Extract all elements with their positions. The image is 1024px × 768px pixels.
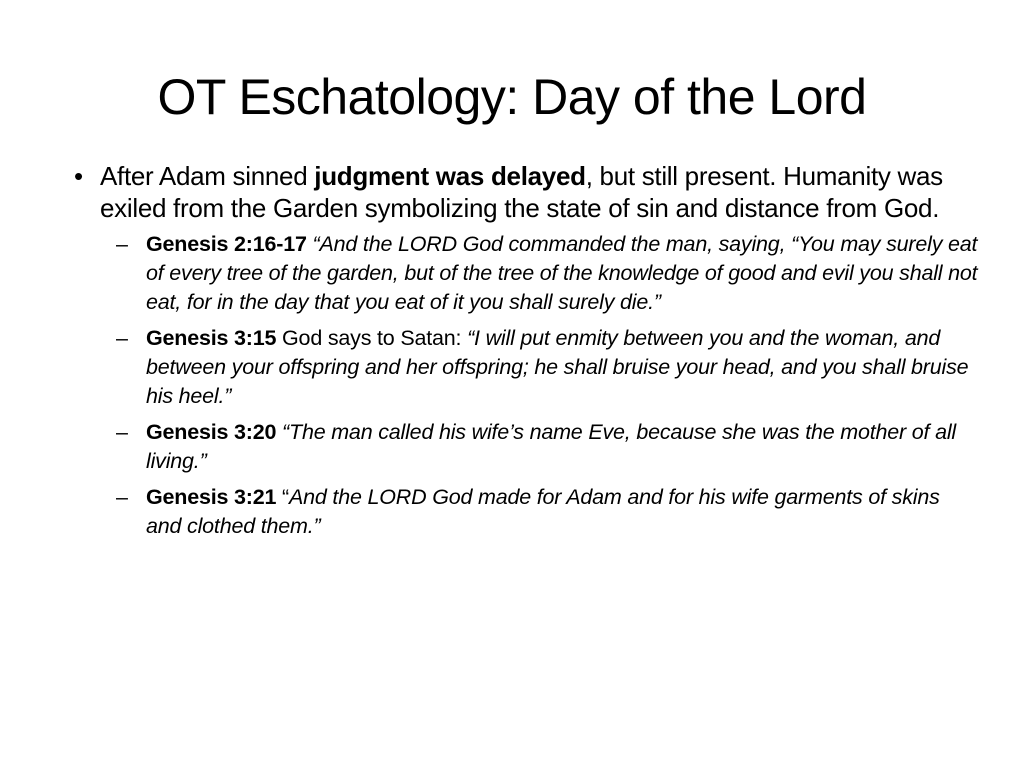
scripture-reference: Genesis 3:21: [146, 485, 277, 509]
dash-marker: –: [116, 326, 128, 350]
bullet-text-after: , but still present. Humanity was exiled from the Garden symbolizing the state of sin and distance from God.: [100, 161, 943, 223]
scripture-quote: And the LORD God made for Adam and for his wife garments of skins and clothed them.”: [146, 485, 940, 538]
bullet-marker: •: [74, 161, 83, 191]
scripture-plain-text: “: [276, 485, 289, 509]
scripture-plain-text: God says to Satan:: [276, 326, 468, 350]
scripture-item-genesis-2-16: [116, 230, 980, 317]
scripture-quote: “I will put enmity between you and the woman, and between your offspring and her offspring; he shall bruise your head, and you shall bruise his heel.”: [146, 326, 969, 408]
bullet-text-before: After Adam sinned: [100, 161, 315, 191]
scripture-quote: “And the LORD God commanded the man, saying, “You may surely eat of every tree of the garden, but of the tree of the knowledge of good and evil you shall not eat, for in the day that you eat of it you shall surely die.”: [146, 232, 978, 314]
scripture-list: [116, 230, 980, 541]
scripture-reference: Genesis 2:16-17: [146, 232, 307, 256]
dash-marker: –: [116, 232, 128, 256]
main-bullet: [70, 160, 980, 224]
scripture-reference: Genesis 3:20: [146, 420, 277, 444]
slide-title: OT Eschatology: Day of the Lord: [157, 69, 867, 125]
slide-content: [70, 160, 980, 548]
scripture-item-genesis-3-15: [116, 324, 980, 411]
scripture-reference: Genesis 3:15: [146, 326, 277, 350]
scripture-item-genesis-3-21: [116, 483, 980, 541]
dash-marker: –: [116, 485, 128, 509]
dash-marker: –: [116, 420, 128, 444]
scripture-item-genesis-3-20: [116, 418, 980, 476]
scripture-quote: “The man called his wife’s name Eve, because she was the mother of all living.”: [146, 420, 956, 473]
bullet-text-bold: judgment was delayed: [314, 161, 586, 191]
